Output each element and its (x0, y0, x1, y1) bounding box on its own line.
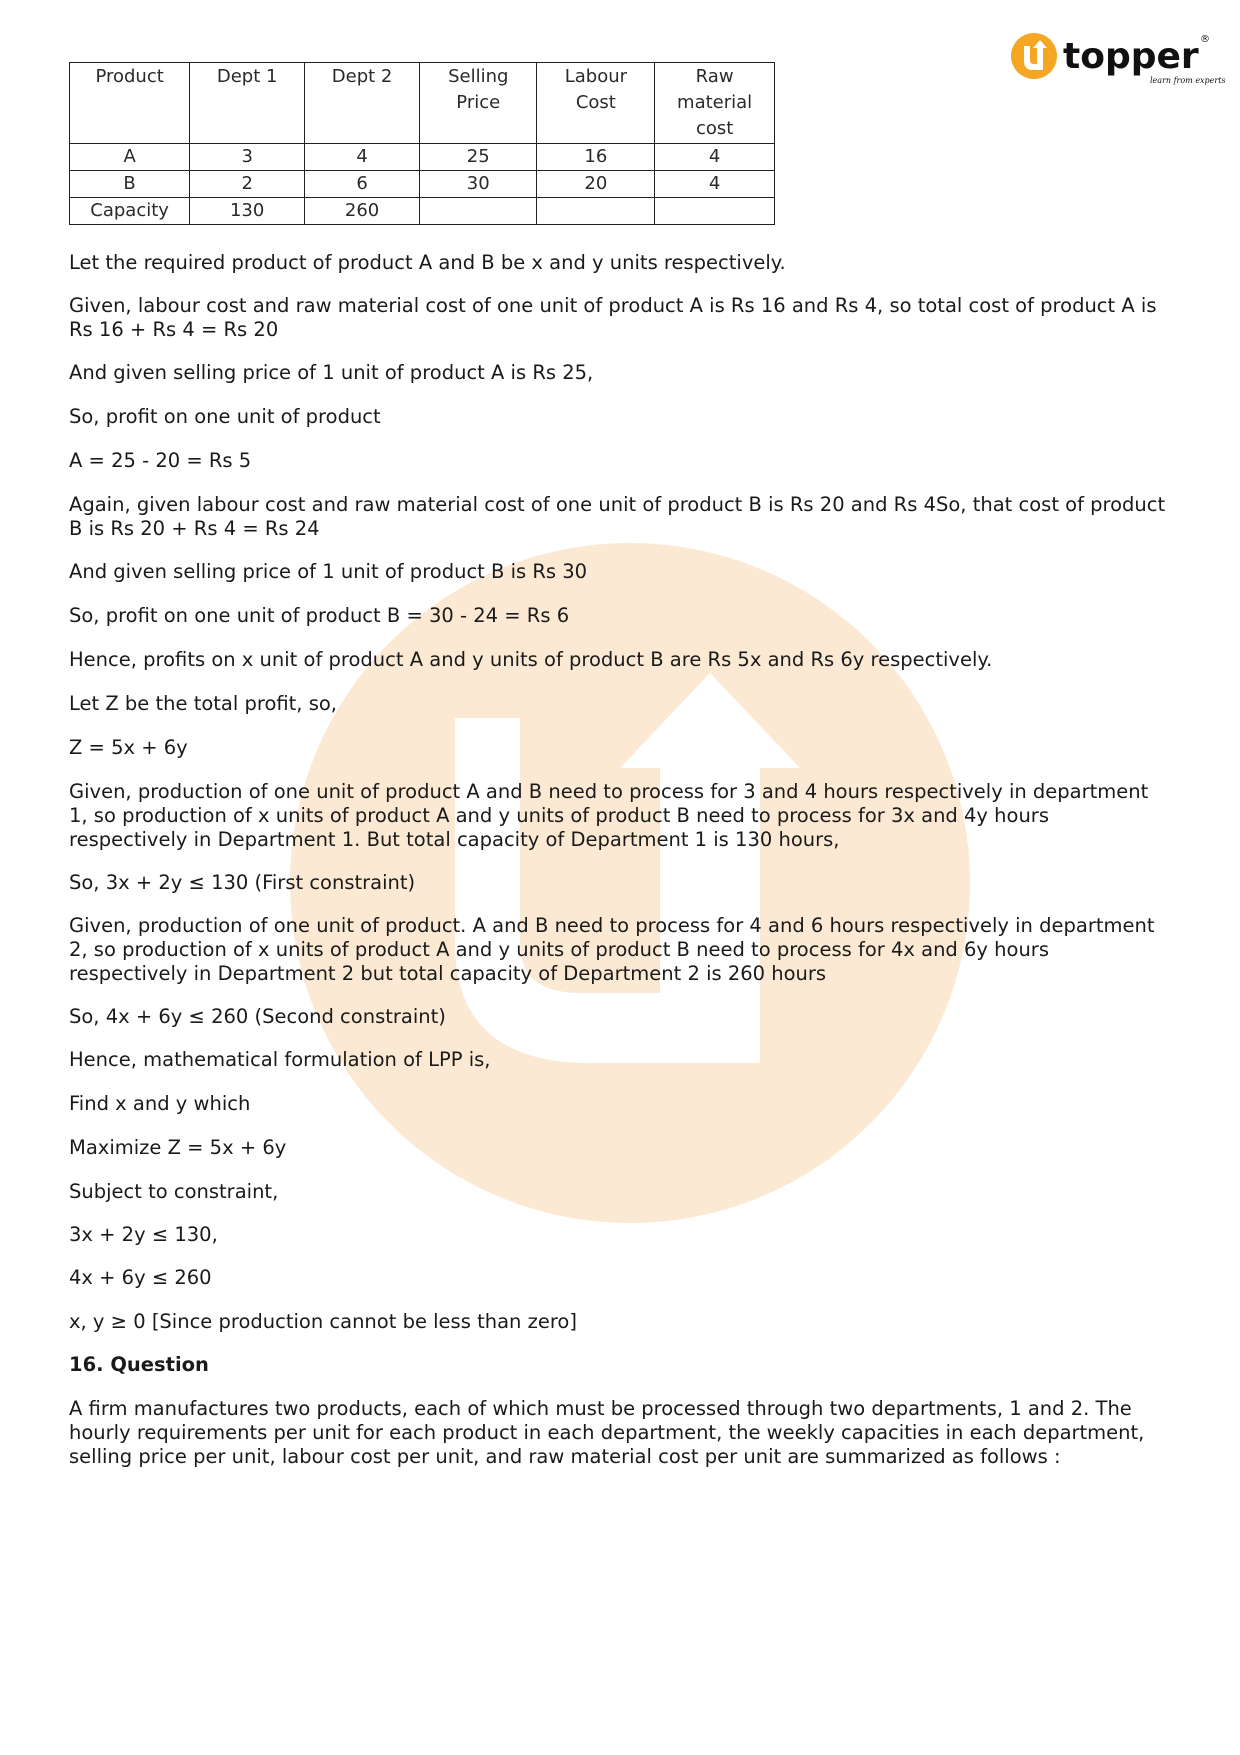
paragraph: x, y ≥ 0 [Since production cannot be less than zero] (69, 1310, 577, 1333)
table-cell: B (70, 171, 190, 198)
table-cell: 4 (655, 144, 775, 171)
table-cell: 4 (655, 171, 775, 198)
question-heading: 16. Question (69, 1353, 209, 1376)
table-cell (537, 198, 655, 225)
paragraph: Find x and y which (69, 1092, 251, 1115)
table-cell: 6 (305, 171, 420, 198)
header-labour-cost: Labour Cost (537, 63, 655, 144)
paragraph: So, profit on one unit of product (69, 405, 381, 428)
paragraph: Given, production of one unit of product. A and B need to process for 4 and 6 hours respectively in department 2, so production of x units of product A and y units of product B need to process for 4x and 6y hours respectively in Department 2 but total capacity of Department 2 is 260 hours (69, 914, 1155, 985)
topper-logo (1010, 30, 1226, 94)
table-cell: 4 (305, 144, 420, 171)
paragraph: So, 3x + 2y ≤ 130 (First constraint) (69, 871, 416, 894)
paragraph: Let Z be the total profit, so, (69, 692, 337, 715)
paragraph: So, profit on one unit of product B = 30 - 24 = Rs 6 (69, 604, 570, 627)
table-cell: 130 (190, 198, 305, 225)
table-cell (655, 198, 775, 225)
header-product: Product (70, 63, 190, 144)
table-cell: 260 (305, 198, 420, 225)
brand-name: topper (1063, 36, 1199, 77)
paragraph: So, 4x + 6y ≤ 260 (Second constraint) (69, 1005, 446, 1028)
table-cell: Capacity (70, 198, 190, 225)
table-cell: A (70, 144, 190, 171)
product-table (69, 62, 775, 225)
table-cell: 20 (537, 171, 655, 198)
paragraph: 4x + 6y ≤ 260 (69, 1266, 212, 1289)
paragraph: Z = 5x + 6y (69, 736, 188, 759)
table-row (70, 171, 775, 198)
table-cell: 16 (537, 144, 655, 171)
paragraph: Hence, profits on x unit of product A and y units of product B are Rs 5x and Rs 6y respectively. (69, 648, 993, 671)
header-dept1: Dept 1 (190, 63, 305, 144)
header-dept2: Dept 2 (305, 63, 420, 144)
question-text: A firm manufactures two products, each of which must be processed through two departments, 1 and 2. The hourly requirements per unit for each product in each department, the weekly capacities in each department, selling price per unit, labour cost per unit, and raw material cost per unit are summarized as follows : (69, 1397, 1145, 1468)
paragraph: Hence, mathematical formulation of LPP is, (69, 1048, 491, 1071)
table-cell: 25 (420, 144, 537, 171)
paragraph: Given, production of one unit of product A and B need to process for 3 and 4 hours respectively in department 1, so production of x units of product A and y units of product B need to process for 3x and 4y hours respectively in Department 1. But total capacity of Department 1 is 130 hours, (69, 780, 1149, 851)
table-cell: 3 (190, 144, 305, 171)
paragraph: Again, given labour cost and raw material cost of one unit of product B is Rs 20 and Rs 4So, that cost of product B is Rs 20 + Rs 4 = Rs 24 (69, 493, 1166, 540)
paragraph: 3x + 2y ≤ 130, (69, 1223, 218, 1246)
brand-tagline: learn from experts (1150, 76, 1226, 85)
page-content (69, 62, 1169, 1469)
paragraph: And given selling price of 1 unit of product B is Rs 30 (69, 560, 588, 583)
table-cell: 30 (420, 171, 537, 198)
paragraph: Given, labour cost and raw material cost of one unit of product A is Rs 16 and Rs 4, so total cost of product A is Rs 16 + Rs 4 = Rs 20 (69, 294, 1157, 341)
table-cell: 2 (190, 171, 305, 198)
table-cell (420, 198, 537, 225)
table-header-row (70, 63, 775, 144)
paragraph: Subject to constraint, (69, 1180, 279, 1203)
registered-mark: ® (1200, 34, 1210, 45)
table-row (70, 198, 775, 225)
paragraph: Maximize Z = 5x + 6y (69, 1136, 287, 1159)
paragraph: And given selling price of 1 unit of product A is Rs 25, (69, 361, 594, 384)
header-raw-material-cost: Raw material cost (655, 63, 775, 144)
header-selling-price: Selling Price (420, 63, 537, 144)
paragraph: Let the required product of product A and B be x and y units respectively. (69, 251, 786, 274)
table-row (70, 144, 775, 171)
solution-text (69, 251, 1169, 1469)
paragraph: A = 25 - 20 = Rs 5 (69, 449, 252, 472)
